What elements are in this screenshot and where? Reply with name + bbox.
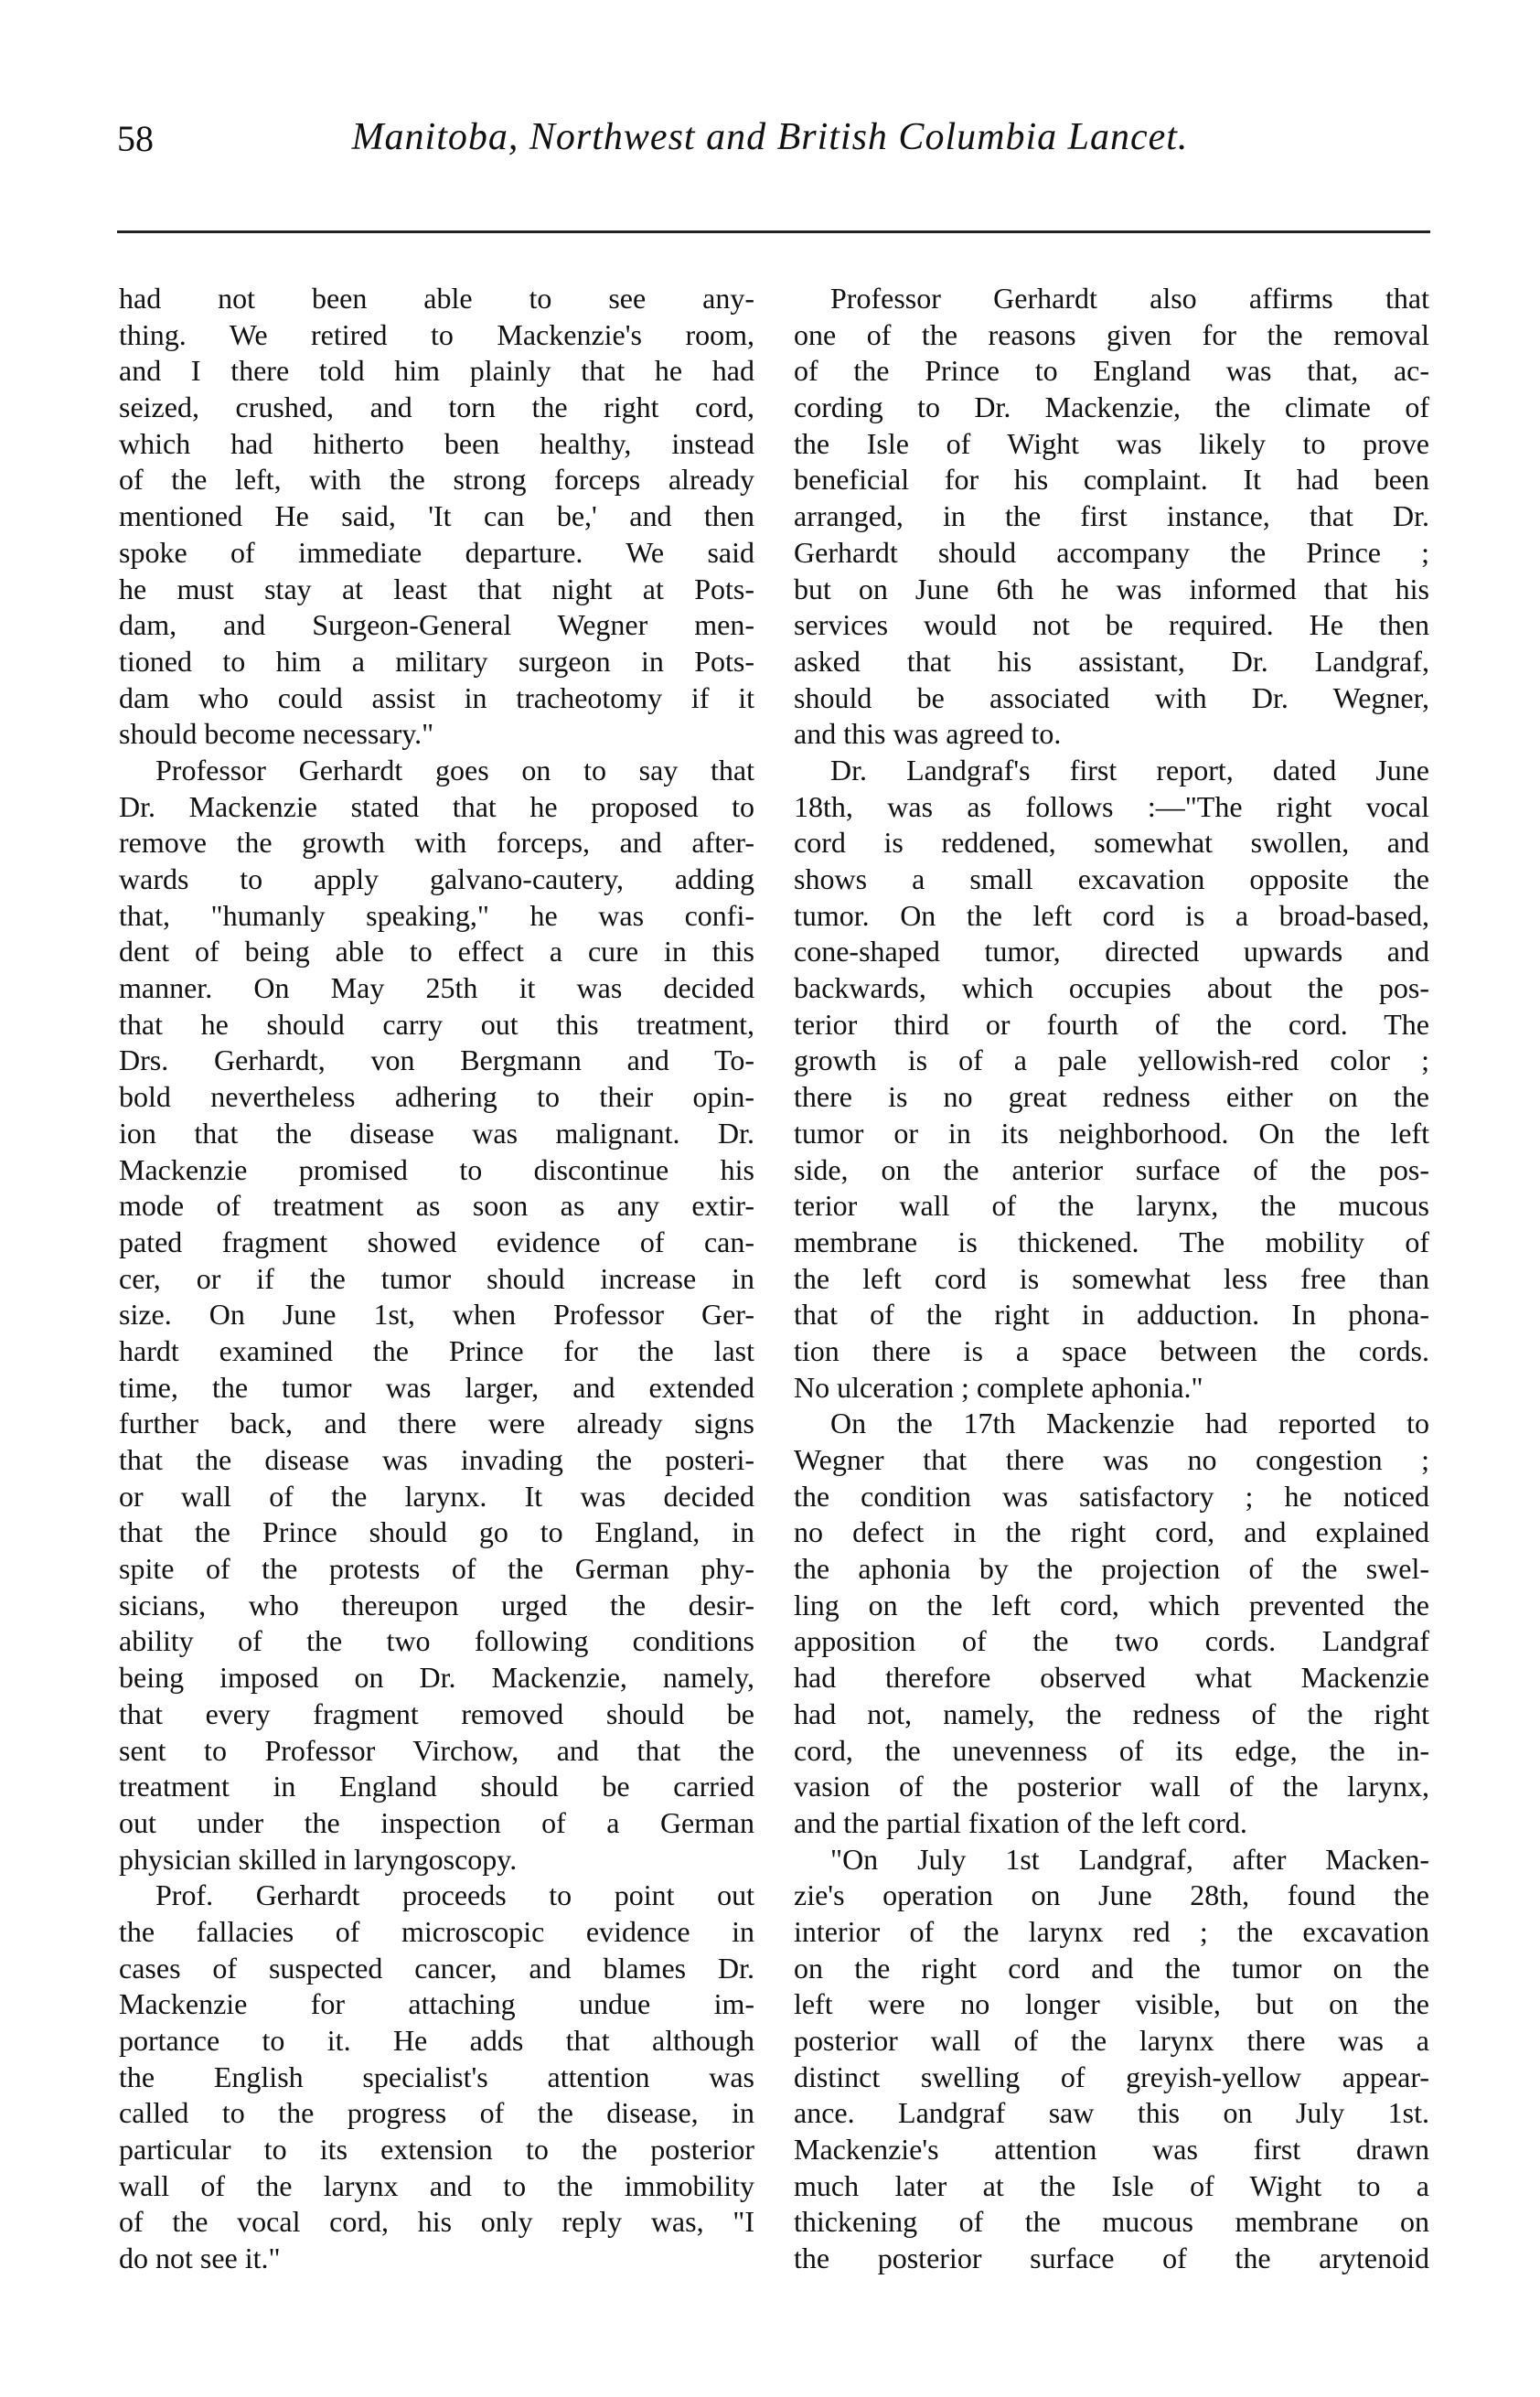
text-line: size. On June 1st, when Professor Ger-	[119, 1298, 754, 1332]
text-line: membrane is thickened. The mobility of	[794, 1225, 1429, 1258]
text-line: that the Prince should go to England, in	[119, 1515, 754, 1549]
text-line: that he should carry out this treatment,	[119, 1007, 754, 1041]
text-line: dam who could assist in tracheotomy if it	[119, 680, 754, 714]
text-line: zie's operation on June 28th, found the	[794, 1878, 1429, 1912]
paragraph	[119, 753, 754, 1878]
text-line: the English specialist's attention was	[119, 2060, 754, 2093]
text-line: Professor Gerhardt goes on to say that	[155, 753, 754, 787]
text-line: he must stay at least that night at Pots-	[119, 572, 754, 605]
text-line: on the right cord and the tumor on the	[794, 1951, 1429, 1985]
left-column	[119, 281, 754, 2277]
text-line: services would not be required. He then	[794, 608, 1429, 642]
text-line: cases of suspected cancer, and blames Dr.	[119, 1951, 754, 1985]
paragraph	[794, 1842, 1429, 2277]
text-line: the left cord is somewhat less free than	[794, 1261, 1429, 1295]
text-line: time, the tumor was larger, and extended	[119, 1370, 754, 1404]
text-line: cer, or if the tumor should increase in	[119, 1261, 754, 1295]
text-line: thing. We retired to Mackenzie's room,	[119, 317, 754, 351]
text-line: and I there told him plainly that he had	[119, 354, 754, 388]
text-line: and the partial fixation of the left cord.	[794, 1805, 1247, 1839]
text-line: posterior wall of the larynx there was a	[794, 2024, 1429, 2057]
text-line: Gerhardt should accompany the Prince ;	[794, 535, 1429, 569]
paragraph	[119, 281, 754, 753]
text-line: arranged, in the first instance, that Dr.	[794, 499, 1429, 533]
text-line: should be associated with Dr. Wegner,	[794, 680, 1429, 714]
text-line: backwards, which occupies about the pos-	[794, 971, 1429, 1005]
text-line: tioned to him a military surgeon in Pots-	[119, 644, 754, 678]
text-line: No ulceration ; complete aphonia."	[794, 1370, 1203, 1404]
text-line: out under the inspection of a German	[119, 1805, 754, 1839]
text-line: dent of being able to effect a cure in this	[119, 935, 754, 968]
text-line: which had hitherto been healthy, instead	[119, 426, 754, 460]
text-line: left were no longer visible, but on the	[794, 1987, 1429, 2021]
text-line: Dr. Mackenzie stated that he proposed to	[119, 789, 754, 823]
text-line: that, "humanly speaking," he was confi-	[119, 898, 754, 932]
text-line: but on June 6th he was informed that his	[794, 572, 1429, 605]
text-line: of the Prince to England was that, ac-	[794, 354, 1429, 388]
text-line: sicians, who thereupon urged the desir-	[119, 1588, 754, 1621]
text-line: the fallacies of microscopic evidence in	[119, 1914, 754, 1948]
text-line: bold nevertheless adhering to their opin-	[119, 1080, 754, 1114]
text-line: one of the reasons given for the removal	[794, 317, 1429, 351]
text-line: the aphonia by the projection of the swel-	[794, 1552, 1429, 1586]
text-line: seized, crushed, and torn the right cord,	[119, 391, 754, 424]
text-line: dam, and Surgeon-General Wegner men-	[119, 608, 754, 642]
text-line: or wall of the larynx. It was decided	[119, 1479, 754, 1513]
text-line: spoke of immediate departure. We said	[119, 535, 754, 569]
paragraph	[119, 1878, 754, 2277]
text-line: remove the growth with forceps, and after-	[119, 826, 754, 860]
text-line: cord is reddened, somewhat swollen, and	[794, 826, 1429, 860]
text-line: there is no great redness either on the	[794, 1080, 1429, 1114]
text-line: Mackenzie for attaching undue im-	[119, 1987, 754, 2021]
text-line: shows a small excavation opposite the	[794, 862, 1429, 895]
text-line: Mackenzie's attention was first drawn	[794, 2133, 1429, 2167]
text-line: mentioned He said, 'It can be,' and then	[119, 499, 754, 533]
text-line: should become necessary."	[119, 717, 434, 751]
right-column	[794, 281, 1429, 2277]
text-line: spite of the protests of the German phy-	[119, 1552, 754, 1586]
text-line: thickening of the mucous membrane on	[794, 2205, 1429, 2239]
text-line: called to the progress of the disease, in	[119, 2096, 754, 2130]
text-line: pated fragment showed evidence of can-	[119, 1225, 754, 1258]
text-line: tion there is a space between the cords.	[794, 1333, 1429, 1367]
text-line: ability of the two following conditions	[119, 1624, 754, 1658]
text-line: cording to Dr. Mackenzie, the climate of	[794, 391, 1429, 424]
text-line: cone-shaped tumor, directed upwards and	[794, 935, 1429, 968]
text-line: do not see it."	[119, 2242, 281, 2275]
running-title: Manitoba, Northwest and British Columbia Lancet.	[351, 116, 1189, 158]
text-line: treatment in England should be carried	[119, 1770, 754, 1803]
text-line: and this was agreed to.	[794, 717, 1062, 751]
text-line: Prof. Gerhardt proceeds to point out	[155, 1878, 754, 1912]
text-line: had not, namely, the redness of the right	[794, 1696, 1429, 1730]
text-line: Mackenzie promised to discontinue his	[119, 1152, 754, 1186]
text-line: ance. Landgraf saw this on July 1st.	[794, 2096, 1429, 2130]
text-line: manner. On May 25th it was decided	[119, 971, 754, 1005]
text-line: terior third or fourth of the cord. The	[794, 1007, 1429, 1041]
text-line: that the disease was invading the posteri-	[119, 1443, 754, 1476]
text-line: had therefore observed what Mackenzie	[794, 1661, 1429, 1695]
text-line: Wegner that there was no congestion ;	[794, 1443, 1429, 1476]
text-line: wall of the larynx and to the immobility	[119, 2168, 754, 2202]
text-line: tumor. On the left cord is a broad-based,	[794, 898, 1429, 932]
text-line: Professor Gerhardt also affirms that	[830, 282, 1429, 315]
text-line: beneficial for his complaint. It had been	[794, 463, 1429, 497]
text-line: ling on the left cord, which prevented the	[794, 1588, 1429, 1621]
text-line: asked that his assistant, Dr. Landgraf,	[794, 644, 1429, 678]
text-line: that every fragment removed should be	[119, 1696, 754, 1730]
text-line: wards to apply galvano-cautery, adding	[119, 862, 754, 895]
text-line: the Isle of Wight was likely to prove	[794, 426, 1429, 460]
text-line: growth is of a pale yellowish-red color ;	[794, 1043, 1429, 1077]
text-line: "On July 1st Landgraf, after Macken-	[830, 1842, 1429, 1876]
text-line: the condition was satisfactory ; he noticed	[794, 1479, 1429, 1513]
page-number: 58	[117, 118, 154, 159]
text-line: of the vocal cord, his only reply was, "I	[119, 2205, 754, 2239]
text-line: cord, the unevenness of its edge, the in-	[794, 1733, 1429, 1767]
text-line: had not been able to see any-	[119, 282, 754, 315]
text-line: much later at the Isle of Wight to a	[794, 2168, 1429, 2202]
text-line: distinct swelling of greyish-yellow appear-	[794, 2060, 1429, 2093]
text-line: physician skilled in laryngoscopy.	[119, 1842, 518, 1876]
text-line: further back, and there were already signs	[119, 1407, 754, 1440]
text-line: that of the right in adduction. In phona-	[794, 1298, 1429, 1332]
header-rule	[117, 230, 1430, 233]
text-line: tumor or in its neighborhood. On the left	[794, 1116, 1429, 1150]
paragraph	[794, 281, 1429, 753]
text-line: being imposed on Dr. Mackenzie, namely,	[119, 1661, 754, 1695]
paragraph	[794, 753, 1429, 1406]
text-line: sent to Professor Virchow, and that the	[119, 1733, 754, 1767]
text-line: apposition of the two cords. Landgraf	[794, 1624, 1429, 1658]
text-line: vasion of the posterior wall of the larynx,	[794, 1770, 1429, 1803]
text-line: Dr. Landgraf's first report, dated June	[830, 753, 1429, 787]
text-line: the posterior surface of the arytenoid	[794, 2242, 1429, 2275]
text-line: terior wall of the larynx, the mucous	[794, 1189, 1429, 1223]
text-line: ion that the disease was malignant. Dr.	[119, 1116, 754, 1150]
text-line: of the left, with the strong forceps already	[119, 463, 754, 497]
paragraph	[794, 1406, 1429, 1841]
text-line: Drs. Gerhardt, von Bergmann and To-	[119, 1043, 754, 1077]
text-line: no defect in the right cord, and explained	[794, 1515, 1429, 1549]
text-line: interior of the larynx red ; the excavation	[794, 1914, 1429, 1948]
text-line: side, on the anterior surface of the pos-	[794, 1152, 1429, 1186]
text-line: On the 17th Mackenzie had reported to	[830, 1407, 1429, 1440]
text-line: particular to its extension to the posterior	[119, 2133, 754, 2167]
text-line: portance to it. He adds that although	[119, 2024, 754, 2057]
text-line: hardt examined the Prince for the last	[119, 1333, 754, 1367]
text-line: 18th, was as follows :—"The right vocal	[794, 789, 1429, 823]
text-line: mode of treatment as soon as any extir-	[119, 1189, 754, 1223]
